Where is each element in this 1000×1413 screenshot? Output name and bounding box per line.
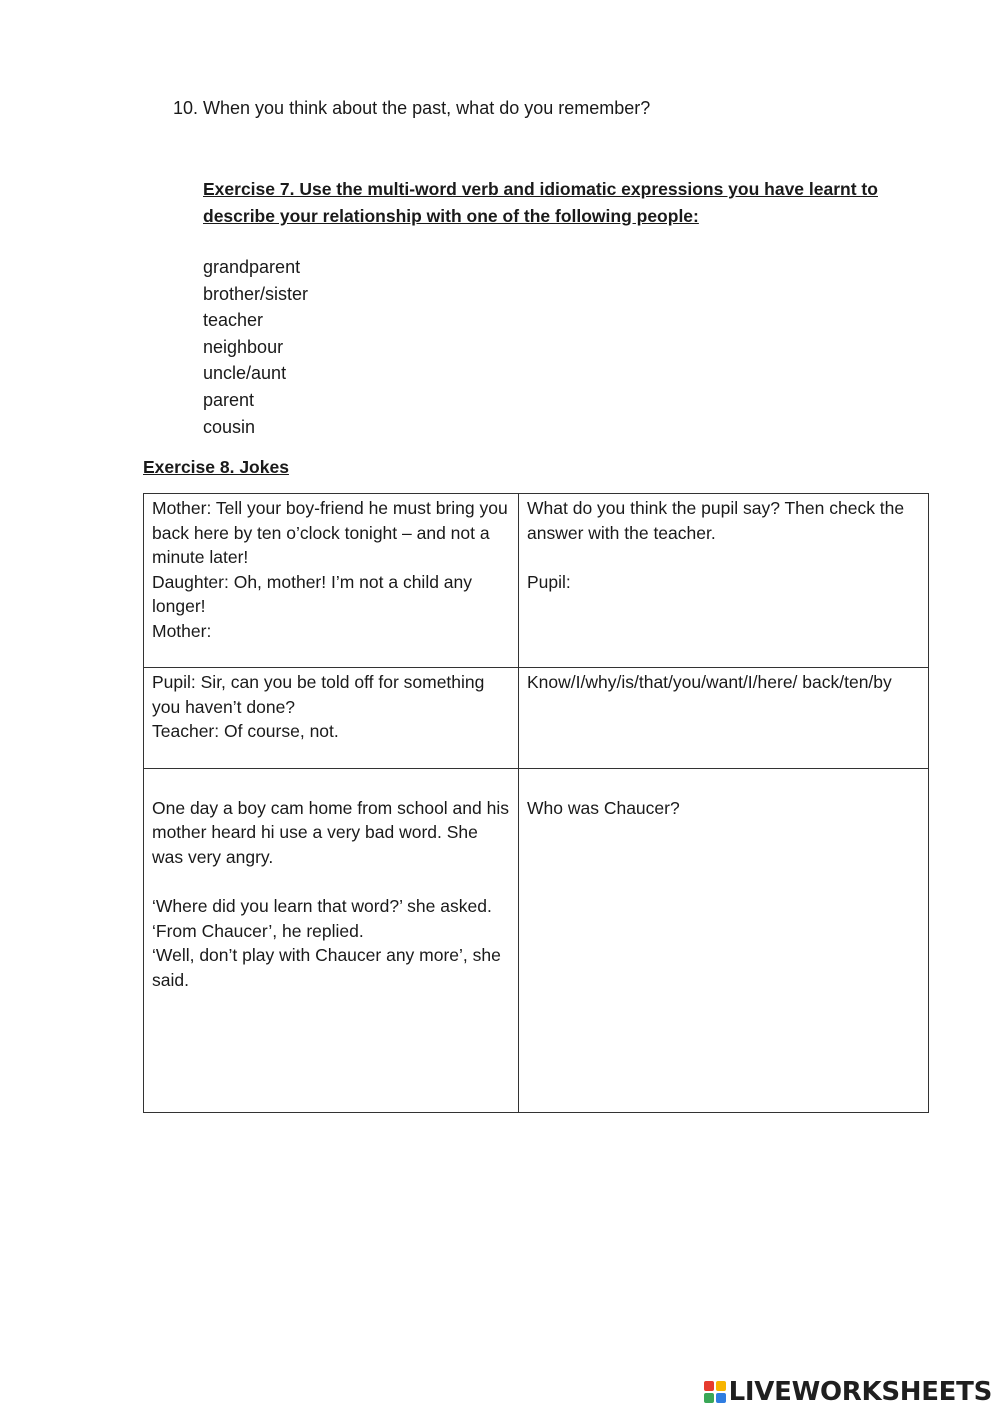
list-item: brother/sister bbox=[203, 283, 309, 304]
joke-3-story bbox=[144, 769, 519, 1113]
list-item: teacher bbox=[203, 310, 264, 331]
joke-2-dialogue bbox=[144, 668, 519, 769]
joke-2-scrambled-words bbox=[519, 668, 929, 769]
logo-square bbox=[716, 1393, 726, 1403]
people-list bbox=[203, 254, 308, 440]
story-line: ‘Where did you learn that word?’ she asked. bbox=[152, 895, 492, 916]
joke-3-question bbox=[519, 769, 929, 1113]
joke-1-task bbox=[519, 494, 929, 668]
task-instruction: What do you think the pupil say? Then check the answer with the teacher. bbox=[527, 498, 905, 543]
list-item: neighbour bbox=[203, 336, 284, 357]
story-line: ‘Well, don’t play with Chaucer any more’, she said. bbox=[152, 945, 501, 990]
logo-square bbox=[704, 1381, 714, 1391]
exercise-7-title: Exercise 7. Use the multi-word verb and idiomatic expressions you have learnt to describe your relationship with one of the following people: bbox=[203, 179, 878, 226]
dialogue-line: Daughter: Oh, mother! I’m not a child any longer! bbox=[152, 571, 473, 617]
joke-1-dialogue bbox=[144, 494, 519, 668]
logo-square bbox=[704, 1393, 714, 1403]
story-intro: One day a boy cam home from school and his mother heard hi use a very bad word. She was very angry. bbox=[152, 797, 509, 867]
dialogue-line: Pupil: Sir, can you be told off for something you haven’t done? bbox=[152, 672, 485, 717]
story-line: ‘From Chaucer’, he replied. bbox=[152, 920, 364, 941]
liveworksheets-logo-icon bbox=[704, 1381, 726, 1403]
logo-text: LIVEWORKSHEETS bbox=[728, 1377, 992, 1407]
logo-square bbox=[716, 1381, 726, 1391]
dialogue-line: Teacher: Of course, not. bbox=[152, 721, 339, 742]
table-row bbox=[144, 668, 929, 769]
table-row bbox=[144, 494, 929, 668]
table-row bbox=[144, 769, 929, 1113]
list-item: cousin bbox=[203, 416, 256, 437]
dialogue-line: Mother: bbox=[152, 620, 212, 641]
scrambled-sentence: Know/I/why/is/that/you/want/I/here/ back/ten/by bbox=[527, 672, 892, 692]
liveworksheets-logo bbox=[704, 1377, 992, 1407]
list-item: grandparent bbox=[203, 257, 301, 277]
pupil-answer-label: Pupil: bbox=[527, 571, 571, 592]
list-item: parent bbox=[203, 389, 255, 410]
question-10: 10. When you think about the past, what do you remember? bbox=[173, 98, 651, 118]
jokes-table bbox=[143, 493, 929, 1113]
list-item: uncle/aunt bbox=[203, 363, 287, 384]
dialogue-line: Mother: Tell your boy-friend he must bring you back here by ten o’clock tonight – and not a minute later! bbox=[152, 498, 508, 568]
question-text: Who was Chaucer? bbox=[527, 797, 680, 818]
exercise-8-title: Exercise 8. Jokes bbox=[143, 457, 289, 477]
